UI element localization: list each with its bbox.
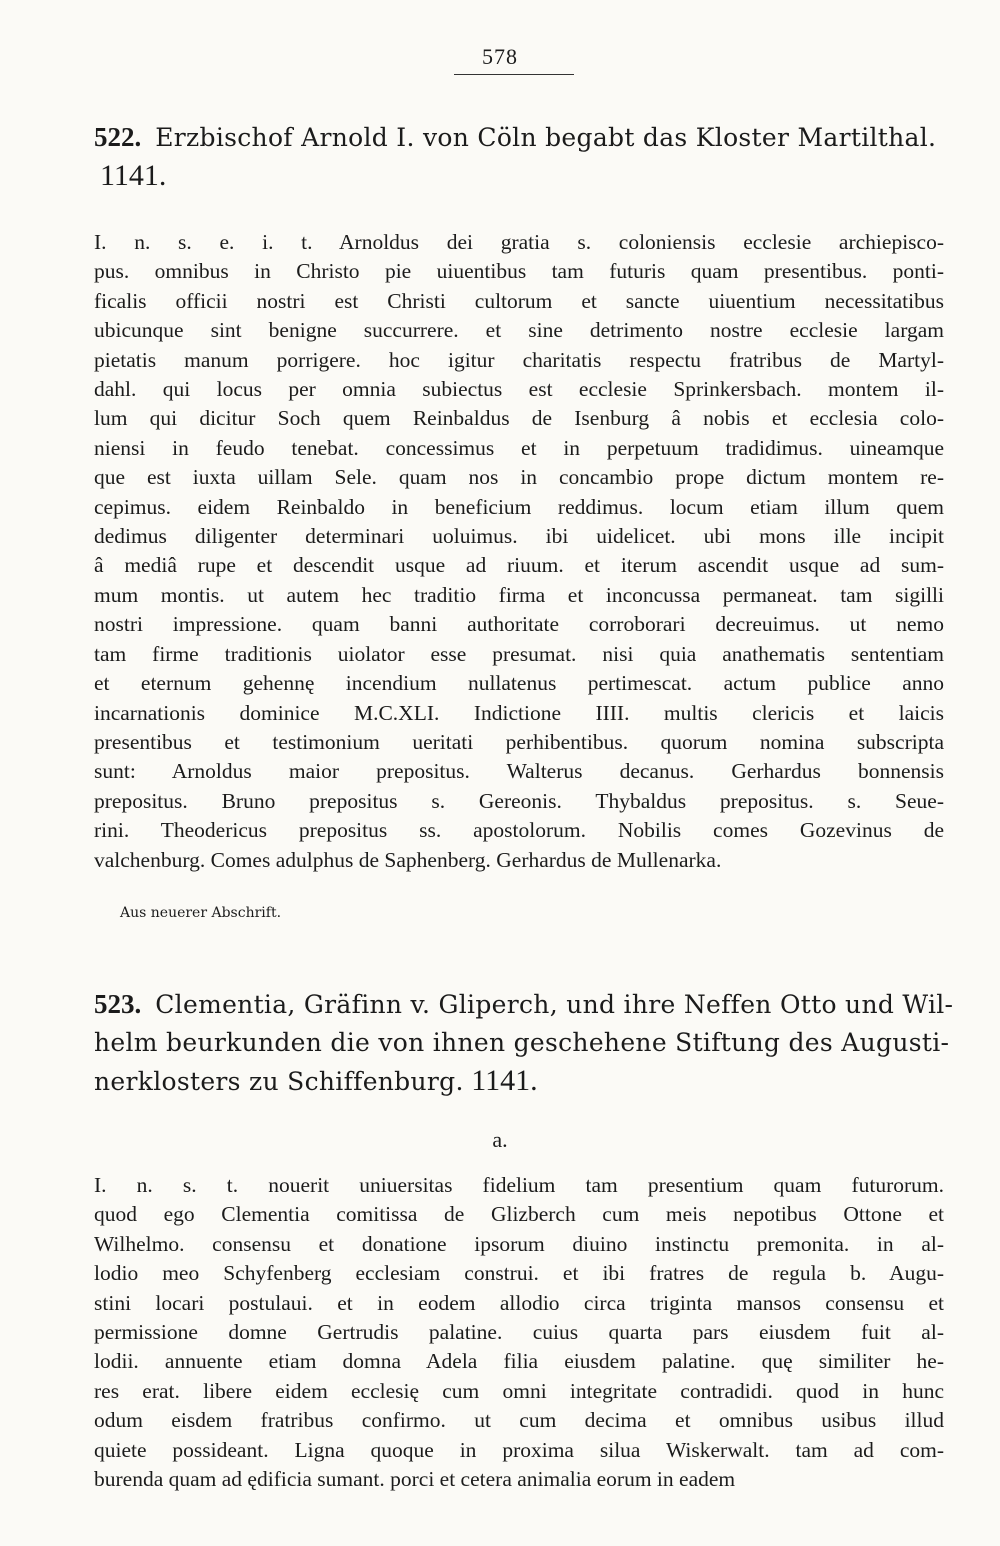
text-line: dedimus diligenter determinari uoluimus. ibi uidelicet. ubi mons ille incipit [94, 524, 944, 549]
text-line: burenda quam ad ędificia sumant. porci et cetera animalia eorum in eadem [94, 1467, 736, 1492]
text-line: prepositus. Bruno prepositus s. Gereonis. Thybaldus prepositus. s. Seue- [94, 788, 944, 813]
text-line: valchenburg. Comes adulphus de Saphenberg. Gerhardus de Mullenarka. [94, 847, 722, 872]
text-line: quiete possideant. Ligna quoque in proxima silua Wiskerwalt. tam ad com- [94, 1437, 944, 1462]
text-line: cepimus. eidem Reinbaldo in beneficium reddimus. locum etiam illum quem [94, 494, 944, 519]
document-522-title: Erzbischof Arnold I. von Cöln begabt das Kloster Martilthal. [155, 123, 937, 152]
document-523-title-line-2: helm beurkunden die von ihnen geschehene Stiftung des Augusti- [94, 1028, 950, 1057]
document-523-section-label: a. [492, 1127, 508, 1152]
text-line: ficalis officii nostri est Christi cultorum et sancte uiuentium necessitatibus [94, 288, 944, 313]
document-523-year: 1141. [471, 1064, 538, 1097]
text-line: tam firme traditionis uiolator esse presumat. nisi quia anathematis sententiam [94, 641, 944, 666]
text-line: ubicunque sint benigne succurrere. et sine detrimento nostre ecclesie largam [94, 318, 944, 343]
text-line: lodii. annuente etiam domna Adela filia eiusdem palatine. quę similiter he- [94, 1349, 944, 1374]
text-line: res erat. libere eidem ecclesię cum omni integritate contradidi. quod in hunc [94, 1378, 944, 1403]
text-line: I. n. s. t. nouerit uniuersitas fidelium tam presentium quam futurorum. [94, 1173, 944, 1197]
text-line: Wilhelmo. consensu et donatione ipsorum diuino instinctu premonita. in al- [94, 1231, 944, 1256]
text-line: lum qui dicitur Soch quem Reinbaldus de Isenburg â nobis et ecclesia colo- [94, 406, 944, 431]
text-line: incarnationis dominice M.C.XLI. Indictione IIII. multis clericis et laicis [94, 700, 944, 725]
text-line: nostri impressione. quam banni authoritate corroborari decreuimus. ut nemo [94, 612, 944, 637]
page-number: 578 [482, 44, 518, 69]
text-line: lodio meo Schyfenberg ecclesiam construi. et ibi fratres de regula b. Augu- [94, 1261, 944, 1286]
text-line: mum montis. ut autem hec traditio firma et inconcussa permaneat. tam sigilli [94, 582, 944, 607]
document-523-heading [94, 985, 954, 1101]
text-line: niensi in feudo tenebat. concessimus et in perpetuum tradidimus. uineamque [94, 435, 944, 460]
document-522-text [94, 228, 944, 875]
text-line: et eternum gehennę incendium nullatenus pertimescat. actum publice anno [94, 671, 944, 696]
text-line: I. n. s. e. i. t. Arnoldus dei gratia s. coloniensis ecclesie archiepisco- [94, 230, 944, 254]
document-523-title-line-3: nerklosters zu Schiffenburg. [94, 1067, 464, 1096]
document-522-year: 1141. [100, 159, 167, 192]
text-line: dahl. qui locus per omnia subiectus est ecclesie Sprinkersbach. montem il- [94, 377, 944, 402]
document-522-number: 522. [94, 122, 142, 152]
text-line: odum eisdem fratribus confirmo. ut cum decima et omnibus usibus illud [94, 1408, 944, 1433]
page-number-rule [454, 74, 574, 75]
document-523-number: 523. [94, 989, 142, 1019]
text-line: sunt: Arnoldus maior prepositus. Walterus decanus. Gerhardus bonnensis [94, 759, 944, 784]
document-522-heading [94, 118, 954, 195]
text-line: â mediâ rupe et descendit usque ad riuum. et iterum ascendit usque ad sum- [94, 553, 944, 578]
text-line: rini. Theodericus prepositus ss. apostolorum. Nobilis comes Gozevinus de [94, 818, 944, 843]
document-523-title-line-1: Clementia, Gräfinn v. Gliperch, und ihre Neffen Otto und Wil- [155, 990, 954, 1019]
text-line: pietatis manum porrigere. hoc igitur charitatis respectu fratribus de Martyl- [94, 347, 944, 372]
document-522-source-note: Aus neuerer Abschrift. [120, 905, 282, 921]
text-line: permissione domne Gertrudis palatine. cuius quarta pars eiusdem fuit al- [94, 1320, 944, 1345]
text-line: que est iuxta uillam Sele. quam nos in concambio prope dictum montem re- [94, 465, 944, 490]
text-line: quod ego Clementia comitissa de Glizberch cum meis nepotibus Ottone et [94, 1202, 944, 1227]
document-523-text [94, 1171, 944, 1494]
text-line: presentibus et testimonium ueritati perhibentibus. quorum nomina subscripta [94, 729, 944, 754]
text-line: stini locari postulaui. et in eodem allodio circa triginta mansos consensu et [94, 1290, 944, 1315]
text-line: pus. omnibus in Christo pie uiuentibus tam futuris quam presentibus. ponti- [94, 259, 944, 284]
